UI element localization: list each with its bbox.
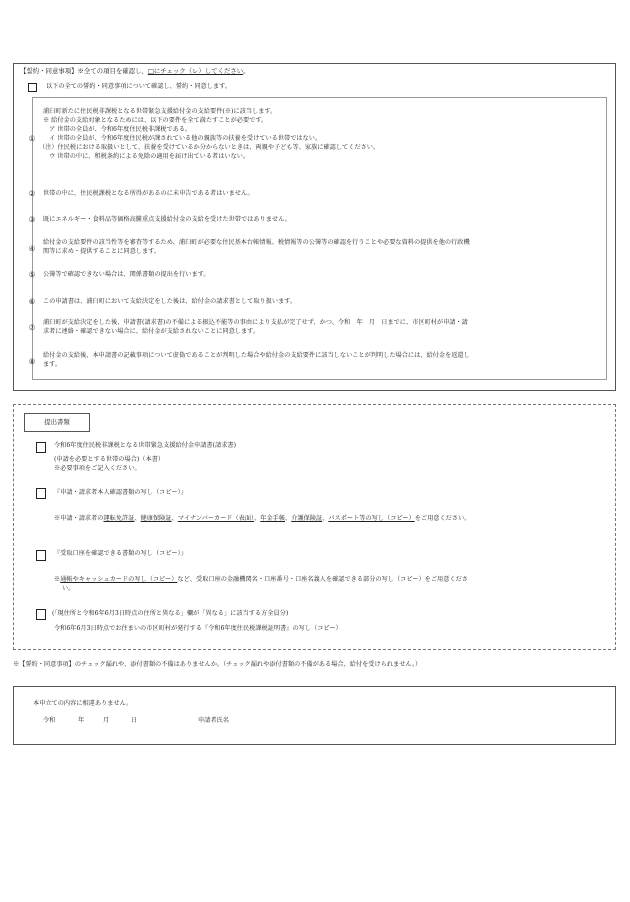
item-line: 既にエネルギー・食料品等価格高騰重点支援給付金の支給を受けた世帯ではありません。 <box>43 216 291 223</box>
doc3-note-prefix: ※ <box>54 576 61 583</box>
id-doc-health-insurance: 健康保険証 <box>140 515 172 522</box>
agree-all-label: 以下の全ての誓約・同意事項について確認し、誓約・同意します。 <box>46 83 232 90</box>
doc4-sub: 令和6年6月3日時点でお住まいの市区町村が発行する『令和6年度住民税課税証明書』の写し（コピー） <box>54 625 342 632</box>
doc2-note-prefix: ※申請・請求者の <box>54 515 104 522</box>
agreement-header-prefix: 【誓約・同意事項】※全ての項目を確認し、 <box>20 67 148 75</box>
item-line: この申請書は、浦臼町において支給決定をした後は、給付金の請求書として取り扱います。 <box>43 298 297 305</box>
agreement-item-8 <box>43 352 603 370</box>
item-line: 公簿等で確認できない場合は、関係書類の提出を行います。 <box>43 271 210 278</box>
date-year: 年 <box>78 717 85 724</box>
notice-text: ※【誓約・同意事項】のチェック漏れや、添付書類の不備はありませんか。（チェック漏れや添付書類の不備がある場合、給付を受けられません。） <box>13 661 422 668</box>
item-number: ⑧ <box>28 357 36 366</box>
item-line: 浦臼町新たに住民税非課税となる世帯緊急支援給付金の支給要件(※)に該当します。 <box>43 108 277 115</box>
item-number: ③ <box>28 215 36 224</box>
doc2-title: 『申請・請求者本人確認書類の写し（コピー）』 <box>54 489 187 496</box>
doc4-title: (「現住所と令和6年6月3日時点の住所と異なる」欄が「異なる」に該当する方全員分) <box>52 610 289 617</box>
agreement-header-suffix: 。 <box>243 67 250 75</box>
date-day: 日 <box>131 717 138 724</box>
item-number: ② <box>28 189 36 198</box>
item-line: ウ 世帯の中に、租税条約による免除の適用を届け出ている者はいない。 <box>43 152 250 160</box>
doc2-note: ※申請・請求者の運転免許証、健康保険証、マイナンバーカード（表面）、年金手帳、介護保険証、パスポート等の写し（コピー）をご用意ください。 <box>54 515 471 522</box>
id-doc-mynumber-card: マイナンバーカード（表面） <box>177 515 255 522</box>
agreement-item-2 <box>43 190 603 199</box>
doc3-note-line2: い。 <box>62 585 75 592</box>
item-line: 浦臼町が支給決定をした後、申請書(請求書)の不備による振込不能等の事由により支払が完了せず、かつ、令和 年 月 日までに、市区町村が申請・請 <box>43 319 468 326</box>
doc3-note-bankbook: 通帳やキャッシュカードの写し（コピー） <box>60 576 178 583</box>
doc3-checkbox[interactable] <box>36 550 46 561</box>
agreement-item-1 <box>39 108 603 162</box>
agreement-item-5 <box>43 271 603 280</box>
item-line: 求者に連絡・確認できない場合に、給付金が支給されないことに同意します。 <box>43 327 260 335</box>
item-line: イ 世帯の全員が、令和6年度住民税が課されている他の親族等の扶養を受けている世帯ではない。 <box>43 134 322 142</box>
item-number: ④ <box>28 244 36 253</box>
id-doc-passport: パスポート等の写し（コピー） <box>328 515 415 522</box>
id-doc-pension-book: 年金手帳 <box>260 515 286 522</box>
doc3-title: 『受取口座を確認できる書類の写し（コピー）』 <box>54 550 187 557</box>
applicant-name-label: 申請者氏名 <box>198 717 229 724</box>
item-number: ⑤ <box>28 270 36 279</box>
agreement-item-6 <box>43 298 603 307</box>
doc3-note <box>54 576 468 585</box>
doc1-checkbox[interactable] <box>36 442 46 453</box>
item-line: ※ 給付金の支給対象となるためには、以下の要件を全て満たすことが必要です。 <box>43 116 268 124</box>
doc1-sub1: (申請を必要とする世帯の場合)（本書） <box>54 456 165 463</box>
item-line: 給付金の支給要件の該当性等を審査等するため、浦臼町が必要な住民基本台帳情報、税情報等の公簿等の確認を行うことや必要な資料の提供を他の行政機 <box>43 239 470 246</box>
item-line: ア 世帯の全員が、令和6年度住民税非課税である。 <box>43 125 192 133</box>
agree-all-row <box>28 83 231 92</box>
doc3-note-suffix: など、受取口座の金融機関名・口座番号・口座名義人を確認できる部分の写し（コピー）をご用意くださ <box>177 576 468 583</box>
agree-all-checkbox[interactable] <box>28 83 37 92</box>
item-number: ⑥ <box>28 297 36 306</box>
item-number: ① <box>28 134 36 143</box>
declaration-section <box>13 686 616 745</box>
doc2-checkbox[interactable] <box>36 488 46 499</box>
date-era: 令和 <box>43 717 56 724</box>
agreement-item-4 <box>43 239 603 257</box>
agreement-item-3 <box>43 216 603 225</box>
item-line: 世帯の中に、住民税課税となる所得があるのに未申告である者はいません。 <box>43 190 254 197</box>
doc1-title: 令和6年度住民税非課税となる世帯緊急支援給付金申請書(請求書) <box>54 442 237 449</box>
item-line: 給付金の支給後、本申請書の記載事項について虚偽であることが判明した場合や給付金の支給要件に該当しないことが判明した場合には、給付金を返還し <box>43 352 470 359</box>
agreement-item-7 <box>43 319 603 337</box>
item-line: ます。 <box>43 360 62 368</box>
item-number: ⑦ <box>28 323 36 332</box>
documents-label: 提出書類 <box>24 413 90 432</box>
declaration-text: 本申立ての内容に相違ありません。 <box>33 700 133 707</box>
doc2-note-suffix: をご用意ください。 <box>414 515 471 522</box>
date-month: 月 <box>103 717 110 724</box>
id-doc-drivers-license: 運転免許証 <box>103 515 135 522</box>
doc1-sub2: ※必要事項をご記入ください。 <box>54 465 141 472</box>
item-line: （注）住民税における取扱いとして、扶養を受けているか分からないときは、両親や子ども等、家族に確認してください。 <box>39 143 380 151</box>
doc4-checkbox[interactable] <box>36 609 46 620</box>
agreement-header <box>20 67 250 76</box>
item-line: 関等に求め・提供することに同意します。 <box>43 247 161 255</box>
id-doc-care-insurance: 介護保険証 <box>291 515 323 522</box>
agreement-header-instruction: □にチェック（レ）してください <box>147 67 244 75</box>
